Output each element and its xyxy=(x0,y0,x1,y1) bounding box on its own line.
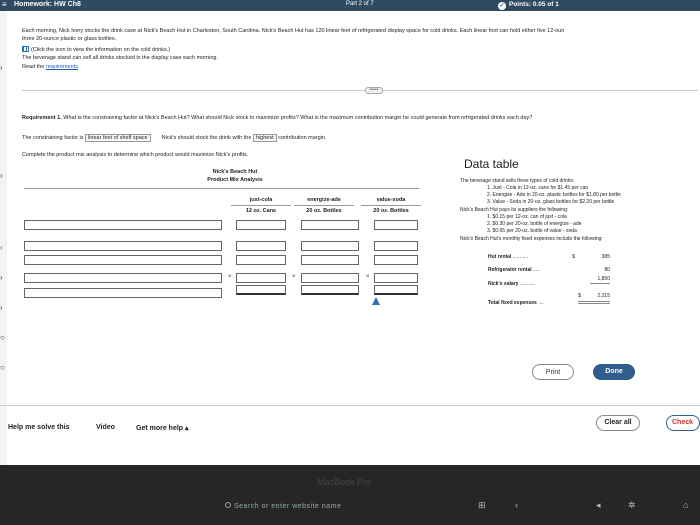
video-link[interactable]: Video xyxy=(96,424,115,431)
fixed-value: 1,850 xyxy=(597,276,610,282)
laptop-watermark: MacBook Pro xyxy=(317,477,372,487)
total-cell-input[interactable] xyxy=(301,285,359,295)
cell-input[interactable] xyxy=(301,241,359,251)
mouse-cursor-icon xyxy=(372,297,380,305)
share-icon[interactable]: ⌂ xyxy=(683,500,689,510)
question-nav-strip xyxy=(0,11,7,465)
row-label-input[interactable] xyxy=(24,288,222,298)
total-rule xyxy=(578,301,610,302)
points-indicator xyxy=(498,1,559,10)
dollar-sign: $ xyxy=(572,254,575,260)
row-label-input[interactable] xyxy=(24,273,222,283)
fixed-row-salary: Nick's salary ........... xyxy=(488,281,536,287)
stock-choice-select[interactable]: highest xyxy=(253,134,277,142)
clear-all-button[interactable]: Clear all xyxy=(596,415,640,431)
question-text-2: three 20-ounce plastic or glass bottles. xyxy=(22,36,117,42)
requirements-link[interactable]: requirements xyxy=(45,64,78,70)
row-label-input[interactable] xyxy=(24,255,222,265)
data-table-link[interactable]: (Click the icon to view the information on the cold drinks.) xyxy=(22,46,170,53)
nav-arrow-icon[interactable]: › xyxy=(0,63,3,72)
cell-input[interactable] xyxy=(236,273,286,283)
cell-input[interactable] xyxy=(374,255,418,265)
fixed-row-total: Total fixed expenses .... xyxy=(488,300,544,306)
multiply-sign: × xyxy=(366,274,370,280)
nav-arrow-icon[interactable]: › xyxy=(0,171,3,180)
data-line: 3. $0.65 per 20-oz. bottle of value - soda xyxy=(487,228,577,234)
nav-arrow-icon[interactable]: › xyxy=(0,303,3,312)
cell-input[interactable] xyxy=(301,273,359,283)
instruction-text: Complete the product mix analysis to determine which product would maximize Nick's profits. xyxy=(22,152,249,158)
row-label-input[interactable] xyxy=(24,241,222,251)
expand-toggle[interactable]: ••••• xyxy=(365,87,383,94)
question-circle-icon[interactable]: ○ xyxy=(0,333,5,342)
nav-arrow-icon[interactable]: › xyxy=(0,273,3,282)
table-header-rule xyxy=(24,188,419,189)
print-button[interactable]: Print xyxy=(532,364,574,380)
cell-input[interactable] xyxy=(301,220,359,230)
help-divider xyxy=(0,405,700,406)
check-answer-button[interactable]: Check xyxy=(666,415,700,431)
data-line: Nick's Beach Hut pays its suppliers the following: xyxy=(460,207,569,213)
fixed-value: 2,315 xyxy=(597,293,610,299)
homework-title: Homework: HW Ch8 xyxy=(14,1,81,8)
row-label-input[interactable] xyxy=(24,220,222,230)
total-cell-input[interactable] xyxy=(236,285,286,295)
keyboard-icon[interactable]: ◂ xyxy=(596,500,601,510)
settings-icon[interactable]: ✲ xyxy=(628,500,636,510)
cell-input[interactable] xyxy=(236,241,286,251)
get-more-help-link[interactable]: Get more help ▴ xyxy=(136,425,189,432)
question-text-4: The beverage stand can sell all drinks stocked in the display case each morning. xyxy=(22,55,218,61)
cell-input[interactable] xyxy=(301,255,359,265)
points-text: Points: 0.05 of 1 xyxy=(509,1,559,8)
multiply-sign: × xyxy=(228,274,232,280)
data-line: 3. Value - Soda in 20-oz. glass bottles for $2.20 per bottle xyxy=(487,199,615,205)
data-line: 2. Energize - Ade in 20-oz. plastic bottles for $1.80 per bottle xyxy=(487,192,621,198)
col-header-value-soda: value-soda 20 oz. Bottles xyxy=(361,195,421,216)
cell-input[interactable] xyxy=(374,220,418,230)
dollar-sign: $ xyxy=(578,293,581,299)
cell-input[interactable] xyxy=(374,241,418,251)
menu-icon[interactable]: ≡ xyxy=(2,0,7,9)
fixed-row-refrigerator: Refrigerator rental ..... xyxy=(488,267,540,273)
data-table-title: Data table xyxy=(464,157,519,171)
requirement-1: Requirement 1. What is the constraining factor at Nick's Beach Hut? What should Nick stock to maximize profits? What is the maximum contribution margin he could generate from refrigerated drinks each day? xyxy=(22,115,533,121)
data-line: The beverage stand sells three types of cold drinks: xyxy=(460,178,575,184)
main-content xyxy=(0,11,700,465)
constraining-factor-select[interactable]: linear feet of shelf space xyxy=(85,134,151,142)
question-text-1: Each morning, Nick Ivery stocks the drink case at Nick's Beach Hut in Charleston, South Carolina. Nick's Beach Hut has 120 linear feet of refrigerated display space for cold drinks. Each linear foot can hold either five 12-oun xyxy=(22,28,565,34)
fixed-row-hut-rental: Hut rental ........... xyxy=(488,254,529,260)
part-indicator: Part 2 of 7 xyxy=(346,1,374,7)
section-divider xyxy=(22,90,698,91)
total-double-rule xyxy=(578,303,610,304)
data-line: 1. $0.15 per 12-oz. can of just - cola xyxy=(487,214,567,220)
subtotal-rule xyxy=(590,283,610,284)
col-header-just-cola: just-cola 12 oz. Cans xyxy=(231,195,291,216)
question-circle-icon[interactable]: ○ xyxy=(0,363,5,372)
cell-input[interactable] xyxy=(374,273,418,283)
data-line: Nick's Beach Hut's monthly fixed expenses include the following: xyxy=(460,236,603,242)
product-mix-title: Nick's Beach Hut Product Mix Analysis xyxy=(207,169,263,183)
done-button[interactable]: Done xyxy=(593,364,635,380)
constraint-sentence: The constraining factor is linear feet of shelf space Nick's should stock the drink with the highest contribution margin. xyxy=(22,135,327,141)
multiply-sign: × xyxy=(292,274,296,280)
browser-bottom-bar xyxy=(0,465,700,525)
data-line: 2. $0.30 per 20-oz. bottle of energize - ade xyxy=(487,221,582,227)
cell-input[interactable] xyxy=(236,255,286,265)
back-icon[interactable]: ‹ xyxy=(515,500,518,510)
help-me-solve-link[interactable]: Help me solve this xyxy=(8,424,70,431)
requirements-line: Read the requirements. xyxy=(22,64,80,70)
table-icon[interactable] xyxy=(22,46,29,52)
tabs-icon[interactable]: ⊞ xyxy=(478,500,486,510)
data-line: 1. Just - Cola in 12-oz. cans for $1.45 per can xyxy=(487,185,589,191)
check-circle-icon: ✓ xyxy=(499,3,505,9)
fixed-value: 80 xyxy=(604,267,610,273)
top-bar xyxy=(0,0,700,11)
fixed-value: 385 xyxy=(601,254,610,260)
cell-input[interactable] xyxy=(236,220,286,230)
browser-search-field[interactable]: Search or enter website name xyxy=(225,502,341,510)
search-icon xyxy=(225,502,231,508)
nav-arrow-icon[interactable]: ‹ xyxy=(0,243,3,252)
col-header-energize-ade: energize-ade 20 oz. Bottles xyxy=(294,195,354,216)
total-cell-input[interactable] xyxy=(374,285,418,295)
